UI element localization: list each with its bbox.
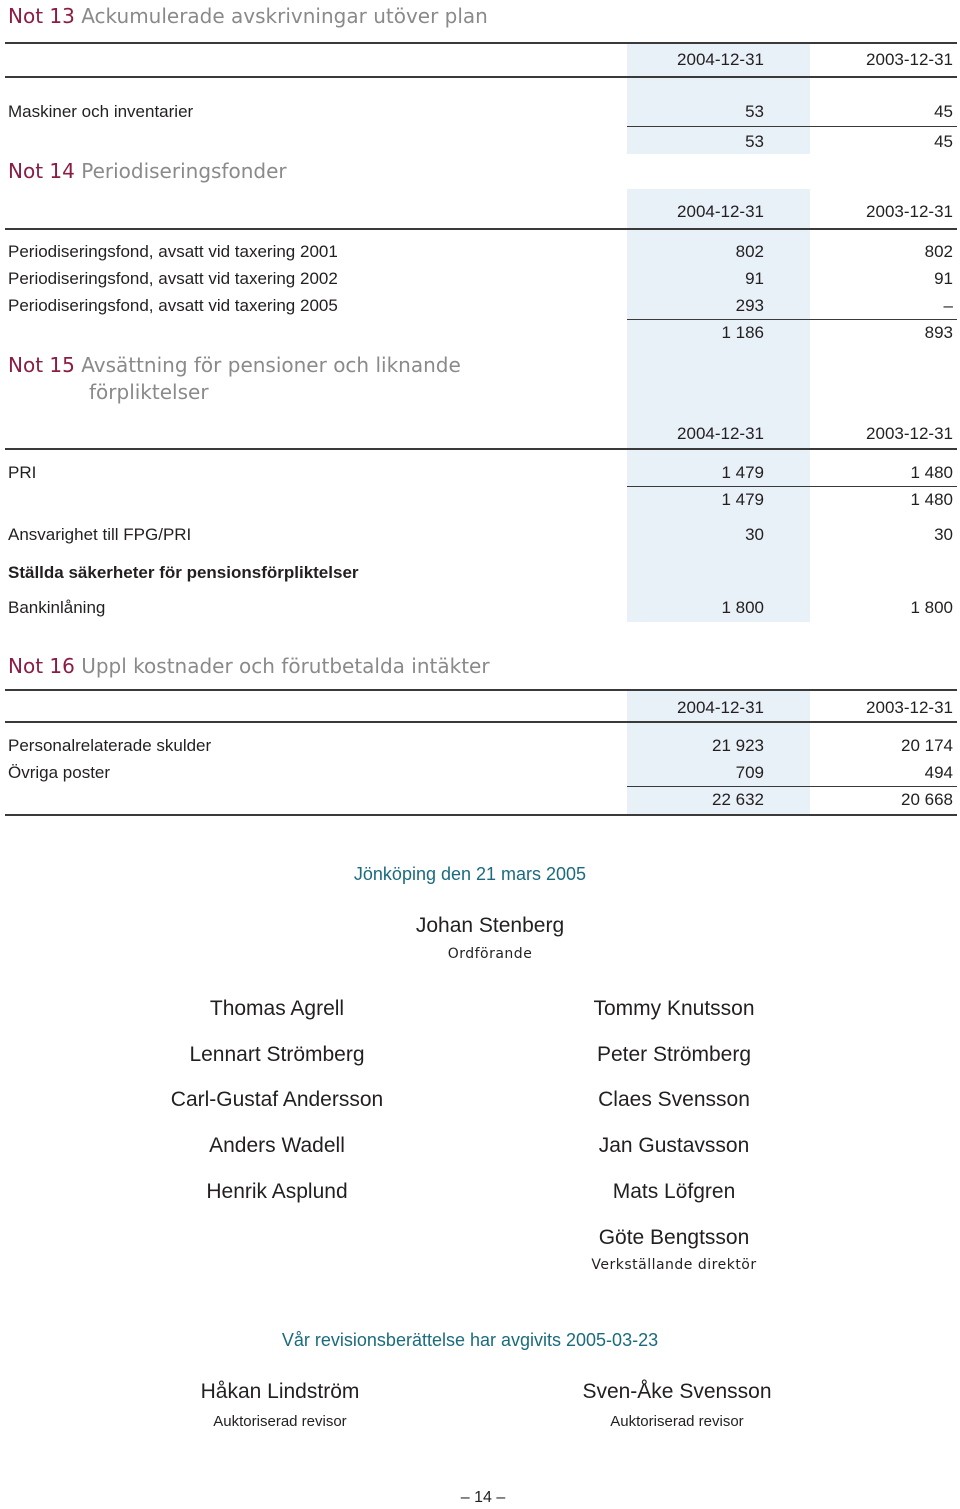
- note13-header-rule: [5, 76, 957, 78]
- note14-title: Periodiseringsfonder: [81, 159, 287, 183]
- note15-date-row: 2004-12-31 2003-12-31: [677, 424, 953, 443]
- signatory-name: Lennart Strömberg: [189, 1043, 365, 1066]
- auditor-name: Håkan Lindström: [200, 1380, 360, 1403]
- note16-title: Uppl kostnader och förutbetalda intäkter: [81, 654, 490, 678]
- note14-total-row: 1 186 893: [721, 323, 953, 342]
- note13-sum-rule: [627, 126, 957, 127]
- note15-sum-rule: [627, 486, 957, 487]
- table-row: Periodiseringsfond, avsatt vid taxering 2005 293 –: [8, 296, 953, 315]
- signatory-name: Mats Löfgren: [612, 1180, 736, 1203]
- note14-date-row: 2004-12-31 2003-12-31: [677, 202, 953, 221]
- note14-sum-rule: [627, 319, 957, 320]
- note13-title: Ackumulerade avskrivningar utöver plan: [81, 4, 488, 28]
- note16-date-row: 2004-12-31 2003-12-31: [677, 698, 953, 717]
- place-date: Jönköping den 21 mars 2005: [353, 864, 587, 884]
- table-row: Personalrelaterade skulder 21 923 20 174: [8, 736, 953, 755]
- auditor-title: Auktoriserad revisor: [213, 1413, 347, 1430]
- note16-sum-rule: [627, 786, 957, 787]
- note15-title-line1: Avsättning för pensioner och liknande: [81, 353, 461, 377]
- table-row: Ansvarighet till FPG/PRI 30 30: [8, 525, 953, 544]
- note13-date-row: [0, 49, 960, 71]
- signatory-name: Tommy Knutsson: [593, 997, 755, 1020]
- note14-number: Not 14: [8, 159, 75, 183]
- note16-total-row: 22 632 20 668: [712, 790, 953, 809]
- ceo-title: Verkställande direktör: [591, 1257, 757, 1273]
- signatory-name: Jan Gustavsson: [598, 1134, 750, 1157]
- date-2004: 2004-12-31: [677, 50, 764, 69]
- note14-header-rule: [5, 228, 957, 230]
- table-row: PRI 1 479 1 480: [8, 463, 953, 482]
- note15-heading: [8, 352, 461, 379]
- date-2003: 2003-12-31: [866, 50, 953, 69]
- signatory-name: Henrik Asplund: [206, 1180, 348, 1203]
- note13-top-rule: [5, 42, 957, 44]
- note16-number: Not 16: [8, 654, 75, 678]
- table-row: Periodiseringsfond, avsatt vid taxering 2002 91 91: [8, 269, 953, 288]
- signatory-name: Anders Wadell: [209, 1134, 345, 1157]
- note15-title-line2: förpliktelser: [89, 380, 209, 404]
- table-row: Periodiseringsfond, avsatt vid taxering 2001 802 802: [8, 242, 953, 261]
- signatory-name: Claes Svensson: [598, 1088, 750, 1111]
- signatory-name: Thomas Agrell: [209, 997, 345, 1020]
- ceo-name: Göte Bengtsson: [598, 1226, 750, 1249]
- note14-heading: [8, 158, 287, 185]
- note13-total-row: 53 45: [745, 132, 953, 151]
- table-row: Övriga poster 709 494: [8, 763, 953, 782]
- note16-top-rule: [5, 689, 957, 691]
- note16-heading: [8, 653, 490, 680]
- note13-heading: [8, 3, 488, 30]
- chair-title: Ordförande: [447, 946, 533, 962]
- note13-number: Not 13: [8, 4, 75, 28]
- note16-header-rule: [5, 721, 957, 723]
- note16-bottom-rule: [5, 814, 957, 816]
- table-row: Maskiner och inventarier 53 45: [8, 102, 953, 121]
- pledged-heading: Ställda säkerheter för pensionsförpliktelser: [8, 563, 359, 582]
- chair-name: Johan Stenberg: [415, 914, 565, 937]
- table-row: Bankinlåning 1 800 1 800: [8, 598, 953, 617]
- signatory-name: Carl-Gustaf Andersson: [170, 1088, 384, 1111]
- note15-number: Not 15: [8, 353, 75, 377]
- signatory-name: Peter Strömberg: [596, 1043, 752, 1066]
- page-number: – 14 –: [460, 1489, 506, 1506]
- note15-header-rule: [5, 448, 957, 450]
- note15-total-row: 1 479 1 480: [721, 490, 953, 509]
- audit-statement: Vår revisionsberättelse har avgivits 2005-03-23: [281, 1330, 659, 1350]
- auditor-name: Sven-Åke Svensson: [582, 1380, 772, 1403]
- auditor-title: Auktoriserad revisor: [610, 1413, 744, 1430]
